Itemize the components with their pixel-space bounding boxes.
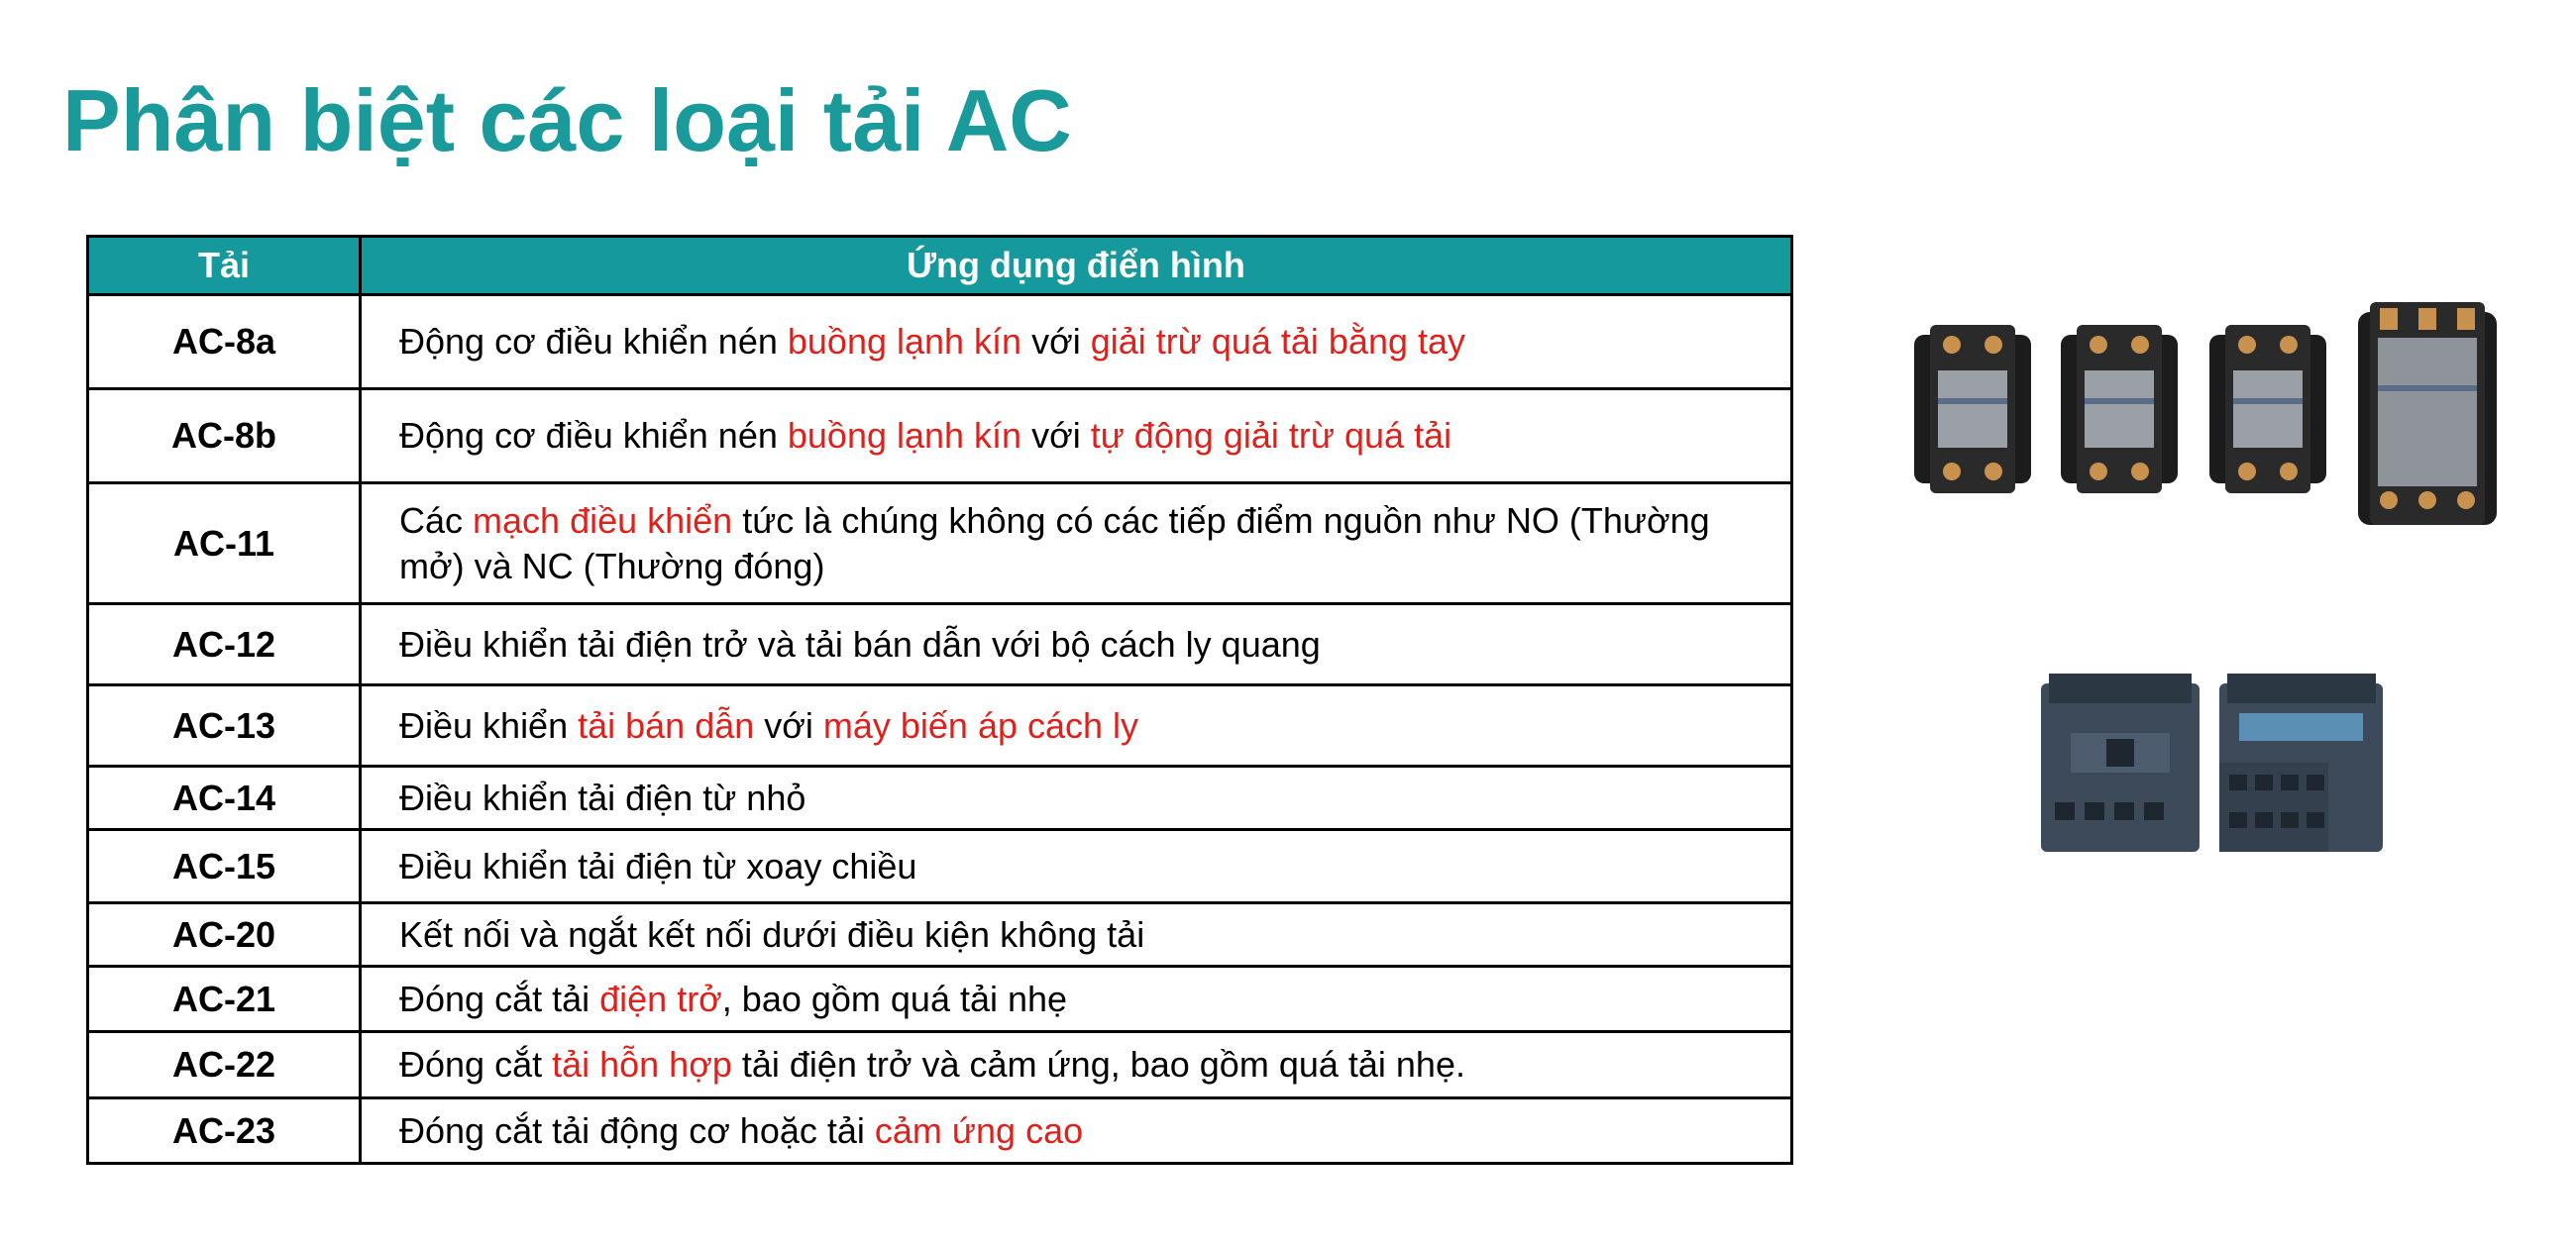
compact-contactor-a [2041,674,2200,852]
highlighted-text: tải hỗn hợp [552,1044,732,1086]
description-text: Động cơ điều khiển nén [399,415,788,457]
table-row [88,295,1792,389]
description-text: Đóng cắt tải [399,978,600,1019]
description-text: với [1021,415,1091,457]
highlighted-text: máy biến áp cách ly [822,704,1139,746]
highlighted-text: mạch điều khiển [473,499,733,541]
definite-purpose-contactor-photos [1902,297,2507,535]
application-cell [361,1032,1792,1098]
table-row [88,1098,1792,1164]
load-code-cell: AC-15 [88,830,361,903]
application-cell [361,604,1792,685]
description-text: Điều khiển [399,704,579,746]
highlighted-text: buồng lạnh kín [787,415,1022,457]
highlighted-text: điện trở [599,978,722,1019]
table-row [88,830,1792,903]
description-text: với [1021,321,1091,363]
highlighted-text: tải bán dẫn [578,704,755,746]
load-code-cell: AC-21 [88,967,361,1032]
description-text: Điều khiển tải điện từ nhỏ [399,777,806,818]
description-text: , bao gồm quá tải nhẹ [721,978,1068,1019]
description-text: Kết nối và ngắt kết nối dưới điều kiện không tải [399,913,1145,955]
contactor-2pole-c [2209,325,2326,493]
load-code-cell: AC-14 [88,767,361,830]
page-title: Phân biệt các loại tải AC [62,71,1072,169]
load-code-cell: AC-22 [88,1032,361,1098]
application-cell [361,967,1792,1032]
application-cell [361,1098,1792,1164]
highlighted-text: cảm ứng cao [874,1109,1084,1151]
application-cell [361,685,1792,767]
highlighted-text: tự động giải trừ quá tải [1090,415,1452,457]
load-code-cell: AC-23 [88,1098,361,1164]
description-text: Điều khiển tải điện trở và tải bán dẫn với bộ cách ly quang [399,623,1321,665]
description-text: Đóng cắt tải động cơ hoặc tải [399,1109,875,1151]
description-text: tải điện trở và cảm ứng, bao gồm quá tải nhẹ. [731,1044,1465,1086]
compact-contactor-b [2219,674,2383,852]
compact-contactor-photos [2031,664,2408,862]
description-text: Điều khiển tải điện từ xoay chiều [399,845,917,886]
contactor-2pole-a [1914,325,2031,493]
load-code-cell: AC-12 [88,604,361,685]
application-cell [361,903,1792,967]
load-code-cell: AC-8a [88,295,361,389]
description-text: với [754,704,823,746]
table-row [88,767,1792,830]
application-cell [361,767,1792,830]
header-load: Tải [88,237,361,295]
description-text: Các [399,499,474,541]
table-row [88,483,1792,604]
application-cell [361,830,1792,903]
description-text: tức là chúng không có các tiếp điểm nguồn như NO (Thường mở) và NC (Thường đóng) [399,499,1710,586]
load-code-cell: AC-20 [88,903,361,967]
table-row [88,1032,1792,1098]
load-code-cell: AC-8b [88,389,361,483]
highlighted-text: giải trừ quá tải bằng tay [1090,321,1466,363]
application-cell [361,483,1792,604]
load-code-cell: AC-11 [88,483,361,604]
application-cell [361,295,1792,389]
contactor-2pole-b [2061,325,2178,493]
ac-load-table [86,235,1793,1165]
table-row [88,604,1792,685]
application-cell [361,389,1792,483]
table-row [88,685,1792,767]
description-text: Động cơ điều khiển nén [399,321,788,363]
table-row [88,389,1792,483]
highlighted-text: buồng lạnh kín [787,321,1022,363]
description-text: Đóng cắt [399,1044,553,1086]
contactor-3pole [2358,302,2497,525]
table-header-row [88,237,1792,295]
table-row [88,903,1792,967]
load-code-cell: AC-13 [88,685,361,767]
table-row [88,967,1792,1032]
header-application: Ứng dụng điển hình [361,237,1792,295]
